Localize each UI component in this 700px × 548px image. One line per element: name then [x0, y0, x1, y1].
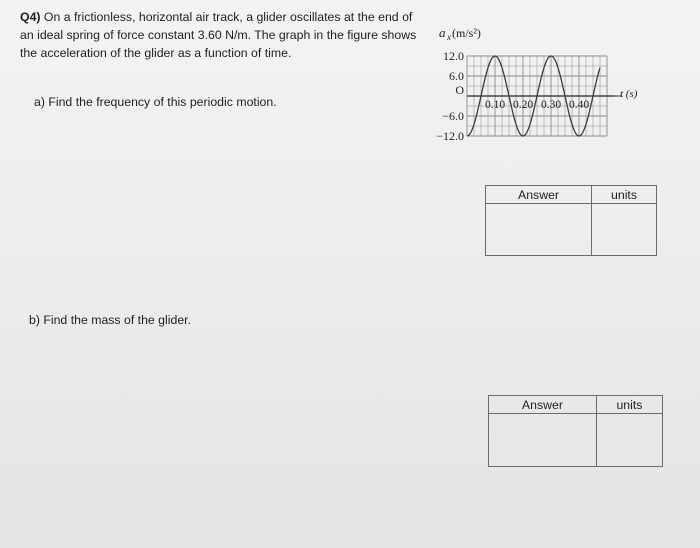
- y-tick-label: −6.0: [442, 109, 464, 123]
- y-axis-subscript: x: [447, 32, 451, 42]
- y-tick-label: −12.0: [436, 129, 464, 143]
- question-body: On a frictionless, horizontal air track, a glider oscillates at the end of an ideal spring of force constant 3.60 N/m. The graph in the figure shows the acceleration of the glider as a function of time.: [20, 10, 417, 60]
- y-tick-labels: [436, 49, 464, 143]
- question-label: Q4): [20, 10, 41, 24]
- part-b-prompt: b) Find the mass of the glider.: [29, 313, 191, 327]
- y-axis-symbol: a: [439, 25, 446, 40]
- x-tick-label: 0.30: [540, 99, 562, 111]
- answer-b-cell[interactable]: [489, 414, 597, 467]
- units-b-header: units: [596, 396, 662, 414]
- answer-a-cell[interactable]: [486, 204, 592, 256]
- x-tick-label: 0.20: [512, 99, 534, 111]
- x-tick-label: 0.10: [484, 99, 506, 111]
- y-axis-title: [439, 25, 481, 42]
- y-tick-label: 6.0: [449, 69, 464, 83]
- acceleration-time-graph: [415, 18, 655, 153]
- y-tick-label: O: [455, 83, 464, 97]
- question-text: [20, 8, 420, 62]
- x-axis-title: t (s): [620, 88, 638, 100]
- answer-a-header: Answer: [486, 186, 592, 204]
- part-a-prompt: a) Find the frequency of this periodic motion.: [34, 95, 277, 109]
- units-a-header: units: [592, 186, 657, 204]
- answer-table-a: [485, 185, 657, 256]
- y-axis-units: (m/s²): [452, 26, 481, 40]
- units-b-cell[interactable]: [596, 414, 662, 467]
- y-tick-label: 12.0: [443, 49, 464, 63]
- answer-b-header: Answer: [489, 396, 597, 414]
- x-tick-label: 0.40: [568, 99, 590, 111]
- answer-table-b: [488, 395, 663, 467]
- units-a-cell[interactable]: [592, 204, 657, 256]
